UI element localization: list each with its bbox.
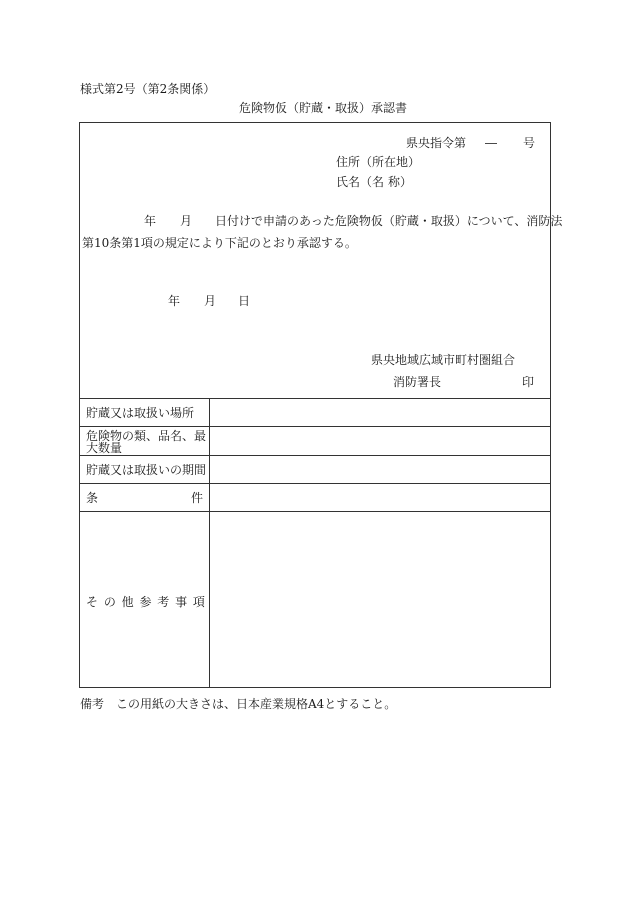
issuer-org: 県央地域広域市町村圏組合 — [371, 353, 516, 367]
name-label-part1: 氏名（名 — [336, 175, 385, 189]
date-day: 日 — [238, 294, 251, 308]
date-year: 年 — [168, 294, 181, 308]
hazmat-class-value[interactable] — [210, 427, 550, 455]
doc-number-prefix: 県央指令第 — [406, 136, 467, 150]
form-frame — [79, 122, 563, 688]
doc-number-suffix: 号 — [523, 136, 536, 150]
row-label-conditions-a: 条 — [86, 491, 99, 505]
body-month: 月 — [180, 214, 193, 228]
period-value[interactable] — [210, 456, 550, 483]
address-label: 住所（所在地） — [336, 155, 421, 169]
document-title: 危険物仮（貯蔵・取扱）承認書 — [239, 101, 408, 115]
form-number: 様式第2号（第2条関係） — [80, 82, 216, 96]
date-month: 月 — [204, 294, 217, 308]
other-notes-value[interactable] — [210, 512, 550, 687]
storage-place-value[interactable] — [210, 399, 550, 426]
doc-number-dash: ― — [485, 136, 497, 150]
seal-mark: 印 — [522, 375, 535, 389]
row-label-storage-place: 貯蔵又は取扱い場所 — [86, 406, 195, 420]
row-label-hazmat-class-line2: 大数量 — [86, 441, 123, 455]
body-year: 年 — [144, 214, 157, 228]
name-label-part2: 称） — [388, 175, 413, 189]
row-label-conditions-b: 件 — [191, 491, 204, 505]
row-label-period: 貯蔵又は取扱いの期間 — [86, 463, 207, 477]
body-line-2: 第10条第1項の規定により下記のとおり承認する。 — [82, 236, 357, 250]
row-label-other-notes: そ の 他 参 考 事 項 — [86, 595, 206, 609]
conditions-value[interactable] — [210, 484, 550, 511]
issuer-title: 消防署長 — [393, 375, 442, 389]
footnote: 備考 この用紙の大きさは、日本産業規格A4とすること。 — [80, 697, 397, 711]
row-label-hazmat-class-line1: 危険物の類、品名、最 — [86, 429, 207, 443]
body-line-1: 日付けで申請のあった危険物仮（貯蔵・取扱）について、消防法 — [215, 214, 563, 228]
